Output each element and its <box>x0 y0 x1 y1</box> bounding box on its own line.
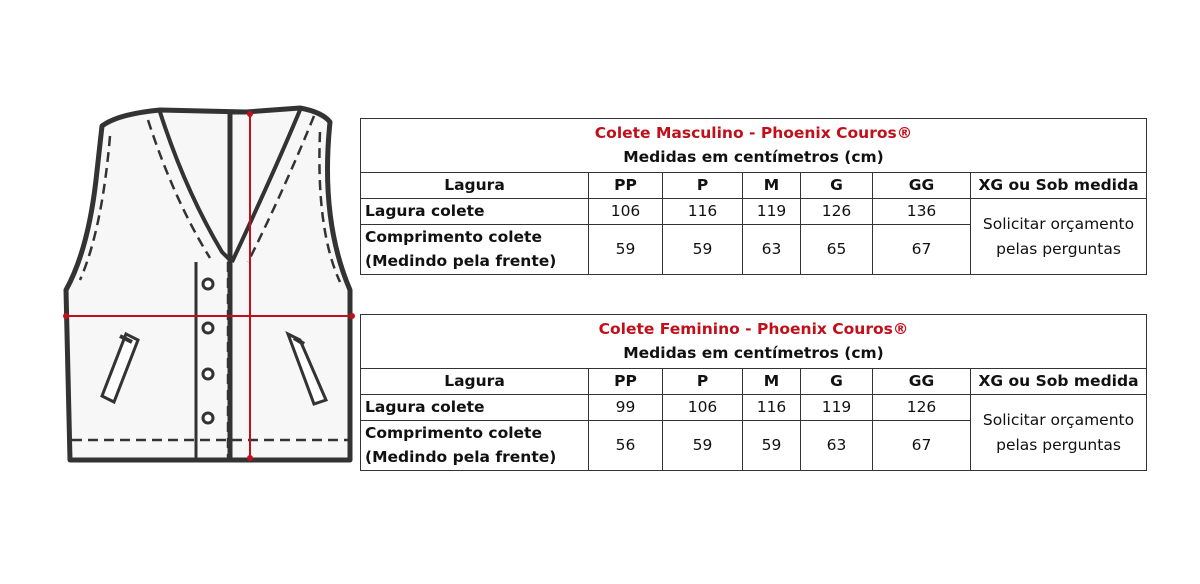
table-row <box>361 198 1147 224</box>
size-table-masculino <box>360 118 1147 275</box>
note-line: pelas perguntas <box>996 239 1121 258</box>
vest-button <box>203 279 213 289</box>
vest-button <box>203 323 213 333</box>
note-line: Solicitar orçamento <box>982 214 1135 233</box>
value-cell: 59 <box>663 420 743 471</box>
table-title-cell <box>361 119 1147 173</box>
table-title-cell <box>361 315 1147 369</box>
vest-left-panel <box>66 110 246 460</box>
row-label-line: (Medindo pela frente) <box>365 252 557 271</box>
value-cell: 59 <box>663 224 743 275</box>
value-cell: 126 <box>873 394 971 420</box>
value-cell: 116 <box>663 198 743 224</box>
row-label: Lagura colete <box>361 198 589 224</box>
value-cell: 63 <box>743 224 801 275</box>
value-cell: 116 <box>743 394 801 420</box>
table-title: Colete Feminino - Phoenix Couros® <box>598 320 909 338</box>
custom-size-note <box>971 198 1147 274</box>
header-cell: XG ou Sob medida <box>971 369 1147 395</box>
header-cell: Lagura <box>361 369 589 395</box>
row-label <box>361 224 589 275</box>
value-cell: 119 <box>743 198 801 224</box>
header-cell: P <box>663 369 743 395</box>
row-label-line: (Medindo pela frente) <box>365 448 557 467</box>
value-cell: 65 <box>801 224 873 275</box>
value-cell: 67 <box>873 224 971 275</box>
vest-button <box>203 369 213 379</box>
value-cell: 126 <box>801 198 873 224</box>
size-table-feminino <box>360 314 1147 471</box>
header-cell: G <box>801 369 873 395</box>
value-cell: 106 <box>589 198 663 224</box>
note-line: Solicitar orçamento <box>982 410 1135 429</box>
header-cell: XG ou Sob medida <box>971 173 1147 199</box>
value-cell: 59 <box>743 420 801 471</box>
custom-size-note <box>971 394 1147 470</box>
value-cell: 56 <box>589 420 663 471</box>
table-title: Colete Masculino - Phoenix Couros® <box>594 124 913 142</box>
note-line: pelas perguntas <box>996 435 1121 454</box>
value-cell: 136 <box>873 198 971 224</box>
vest-right-panel <box>230 108 350 460</box>
value-cell: 63 <box>801 420 873 471</box>
header-cell: PP <box>589 369 663 395</box>
value-cell: 119 <box>801 394 873 420</box>
header-cell: GG <box>873 369 971 395</box>
table-row <box>361 394 1147 420</box>
value-cell: 99 <box>589 394 663 420</box>
value-cell: 59 <box>589 224 663 275</box>
row-label-line: Comprimento colete <box>365 423 542 442</box>
header-cell: G <box>801 173 873 199</box>
vest-button <box>203 413 213 423</box>
table-subtitle: Medidas em centímetros (cm) <box>623 344 884 363</box>
vest-diagram-icon <box>40 100 370 470</box>
row-label-line: Comprimento colete <box>365 227 542 246</box>
row-label: Lagura colete <box>361 394 589 420</box>
value-cell: 106 <box>663 394 743 420</box>
table-header-row <box>361 173 1147 199</box>
header-cell: M <box>743 173 801 199</box>
value-cell: 67 <box>873 420 971 471</box>
table-subtitle: Medidas em centímetros (cm) <box>623 148 884 167</box>
header-cell: GG <box>873 173 971 199</box>
header-cell: M <box>743 369 801 395</box>
header-cell: PP <box>589 173 663 199</box>
row-label <box>361 420 589 471</box>
header-cell: Lagura <box>361 173 589 199</box>
header-cell: P <box>663 173 743 199</box>
table-header-row <box>361 369 1147 395</box>
